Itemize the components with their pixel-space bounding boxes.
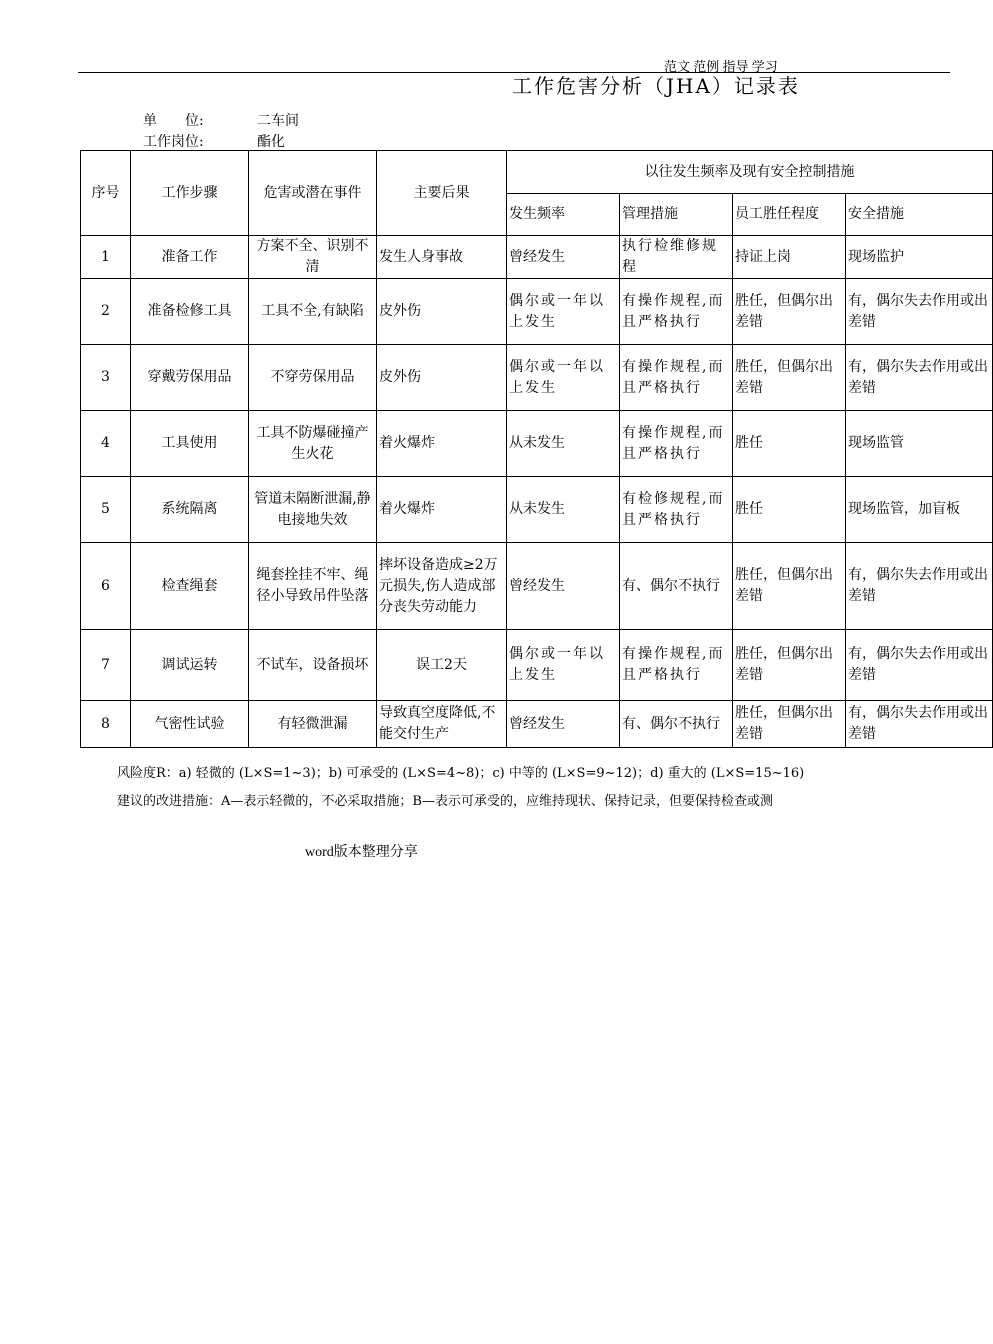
cell-management: 有检修规程,而且严格执行 bbox=[620, 477, 733, 543]
cell-hazard: 工具不防爆碰撞产生火花 bbox=[249, 411, 377, 477]
cell-hazard: 管道未隔断泄漏,静电接地失效 bbox=[249, 477, 377, 543]
header-management: 管理措施 bbox=[620, 194, 733, 236]
cell-step: 系统隔离 bbox=[131, 477, 249, 543]
risk-legend: 风险度R：a) 轻微的 (L×S=1~3)；b) 可承受的 (L×S=4~8)；c) 中等的 (L×S=9~12)；d) 重大的 (L×S=15~16) bbox=[117, 766, 805, 781]
cell-consequence: 着火爆炸 bbox=[377, 411, 507, 477]
cell-consequence: 发生人身事故 bbox=[377, 236, 507, 279]
table-row bbox=[81, 543, 993, 630]
cell-hazard: 绳套拴挂不牢、绳径小导致吊件坠落 bbox=[249, 543, 377, 630]
header-safety: 安全措施 bbox=[846, 194, 993, 236]
cell-step: 工具使用 bbox=[131, 411, 249, 477]
cell-safety: 有，偶尔失去作用或出差错 bbox=[846, 345, 993, 411]
cell-hazard: 有轻微泄漏 bbox=[249, 701, 377, 748]
cell-competence: 胜任 bbox=[733, 477, 846, 543]
cell-hazard: 工具不全,有缺陷 bbox=[249, 279, 377, 345]
cell-frequency: 偶尔或一年以上发生 bbox=[507, 345, 620, 411]
cell-management: 有操作规程,而且严格执行 bbox=[620, 345, 733, 411]
cell-no: 3 bbox=[81, 345, 131, 411]
share-note: word版本整理分享 bbox=[305, 845, 418, 860]
cell-competence: 胜任，但偶尔出差错 bbox=[733, 630, 846, 701]
improvement-note: 建议的改进措施：A—表示轻微的，不必采取措施；B—表示可承受的，应维持现状、保持记录，但要保持检查或测 bbox=[117, 794, 773, 809]
header-consequence: 主要后果 bbox=[377, 151, 507, 236]
post-row bbox=[143, 131, 285, 151]
cell-step: 准备检修工具 bbox=[131, 279, 249, 345]
cell-competence: 胜任 bbox=[733, 411, 846, 477]
header-competence: 员工胜任程度 bbox=[733, 194, 846, 236]
cell-competence: 胜任，但偶尔出差错 bbox=[733, 701, 846, 748]
cell-competence: 持证上岗 bbox=[733, 236, 846, 279]
cell-management: 有、偶尔不执行 bbox=[620, 543, 733, 630]
unit-value: 二车间 bbox=[257, 113, 299, 129]
cell-safety: 有，偶尔失去作用或出差错 bbox=[846, 543, 993, 630]
cell-safety: 现场监管 bbox=[846, 411, 993, 477]
cell-consequence: 误工2天 bbox=[377, 630, 507, 701]
cell-frequency: 偶尔或一年以上发生 bbox=[507, 279, 620, 345]
cell-frequency: 从未发生 bbox=[507, 477, 620, 543]
cell-consequence: 导致真空度降低,不能交付生产 bbox=[377, 701, 507, 748]
cell-no: 6 bbox=[81, 543, 131, 630]
cell-consequence: 皮外伤 bbox=[377, 345, 507, 411]
cell-no: 7 bbox=[81, 630, 131, 701]
cell-management: 有操作规程,而且严格执行 bbox=[620, 411, 733, 477]
table-row bbox=[81, 411, 993, 477]
cell-step: 调试运转 bbox=[131, 630, 249, 701]
cell-safety: 现场监护 bbox=[846, 236, 993, 279]
cell-step: 气密性试验 bbox=[131, 701, 249, 748]
cell-competence: 胜任，但偶尔出差错 bbox=[733, 279, 846, 345]
table-row bbox=[81, 345, 993, 411]
cell-frequency: 曾经发生 bbox=[507, 701, 620, 748]
cell-no: 1 bbox=[81, 236, 131, 279]
cell-frequency: 从未发生 bbox=[507, 411, 620, 477]
unit-label: 单 位: bbox=[143, 113, 204, 129]
page-title: 工作危害分析（JHA）记录表 bbox=[512, 74, 800, 98]
cell-no: 5 bbox=[81, 477, 131, 543]
header-note: 范文 范例 指导 学习 bbox=[664, 59, 778, 74]
post-label: 工作岗位: bbox=[143, 134, 204, 150]
cell-no: 2 bbox=[81, 279, 131, 345]
cell-management: 有操作规程,而且严格执行 bbox=[620, 279, 733, 345]
header-frequency: 发生频率 bbox=[507, 194, 620, 236]
cell-hazard: 不穿劳保用品 bbox=[249, 345, 377, 411]
cell-safety: 现场监管，加盲板 bbox=[846, 477, 993, 543]
cell-consequence: 着火爆炸 bbox=[377, 477, 507, 543]
cell-safety: 有，偶尔失去作用或出差错 bbox=[846, 279, 993, 345]
cell-hazard: 方案不全、识别不清 bbox=[249, 236, 377, 279]
cell-safety: 有，偶尔失去作用或出差错 bbox=[846, 701, 993, 748]
cell-management: 执行检维修规程 bbox=[620, 236, 733, 279]
table-row bbox=[81, 236, 993, 279]
cell-frequency: 偶尔或一年以上发生 bbox=[507, 630, 620, 701]
cell-management: 有、偶尔不执行 bbox=[620, 701, 733, 748]
cell-step: 准备工作 bbox=[131, 236, 249, 279]
cell-consequence: 摔坏设备造成≥2万元损失,伤人造成部分丧失劳动能力 bbox=[377, 543, 507, 630]
cell-competence: 胜任，但偶尔出差错 bbox=[733, 345, 846, 411]
post-value: 酯化 bbox=[257, 134, 285, 150]
cell-frequency: 曾经发生 bbox=[507, 236, 620, 279]
cell-step: 穿戴劳保用品 bbox=[131, 345, 249, 411]
cell-management: 有操作规程,而且严格执行 bbox=[620, 630, 733, 701]
cell-competence: 胜任，但偶尔出差错 bbox=[733, 543, 846, 630]
header-group: 以往发生频率及现有安全控制措施 bbox=[507, 151, 993, 194]
jha-table bbox=[80, 150, 993, 748]
table-row bbox=[81, 630, 993, 701]
cell-safety: 有，偶尔失去作用或出差错 bbox=[846, 630, 993, 701]
header-no: 序号 bbox=[81, 151, 131, 236]
cell-no: 8 bbox=[81, 701, 131, 748]
unit-row bbox=[143, 110, 299, 130]
cell-consequence: 皮外伤 bbox=[377, 279, 507, 345]
table-row bbox=[81, 279, 993, 345]
cell-hazard: 不试车，设备损坏 bbox=[249, 630, 377, 701]
header-step: 工作步骤 bbox=[131, 151, 249, 236]
cell-step: 检查绳套 bbox=[131, 543, 249, 630]
cell-no: 4 bbox=[81, 411, 131, 477]
table-row bbox=[81, 701, 993, 748]
header-hazard: 危害或潜在事件 bbox=[249, 151, 377, 236]
table-row bbox=[81, 477, 993, 543]
cell-frequency: 曾经发生 bbox=[507, 543, 620, 630]
